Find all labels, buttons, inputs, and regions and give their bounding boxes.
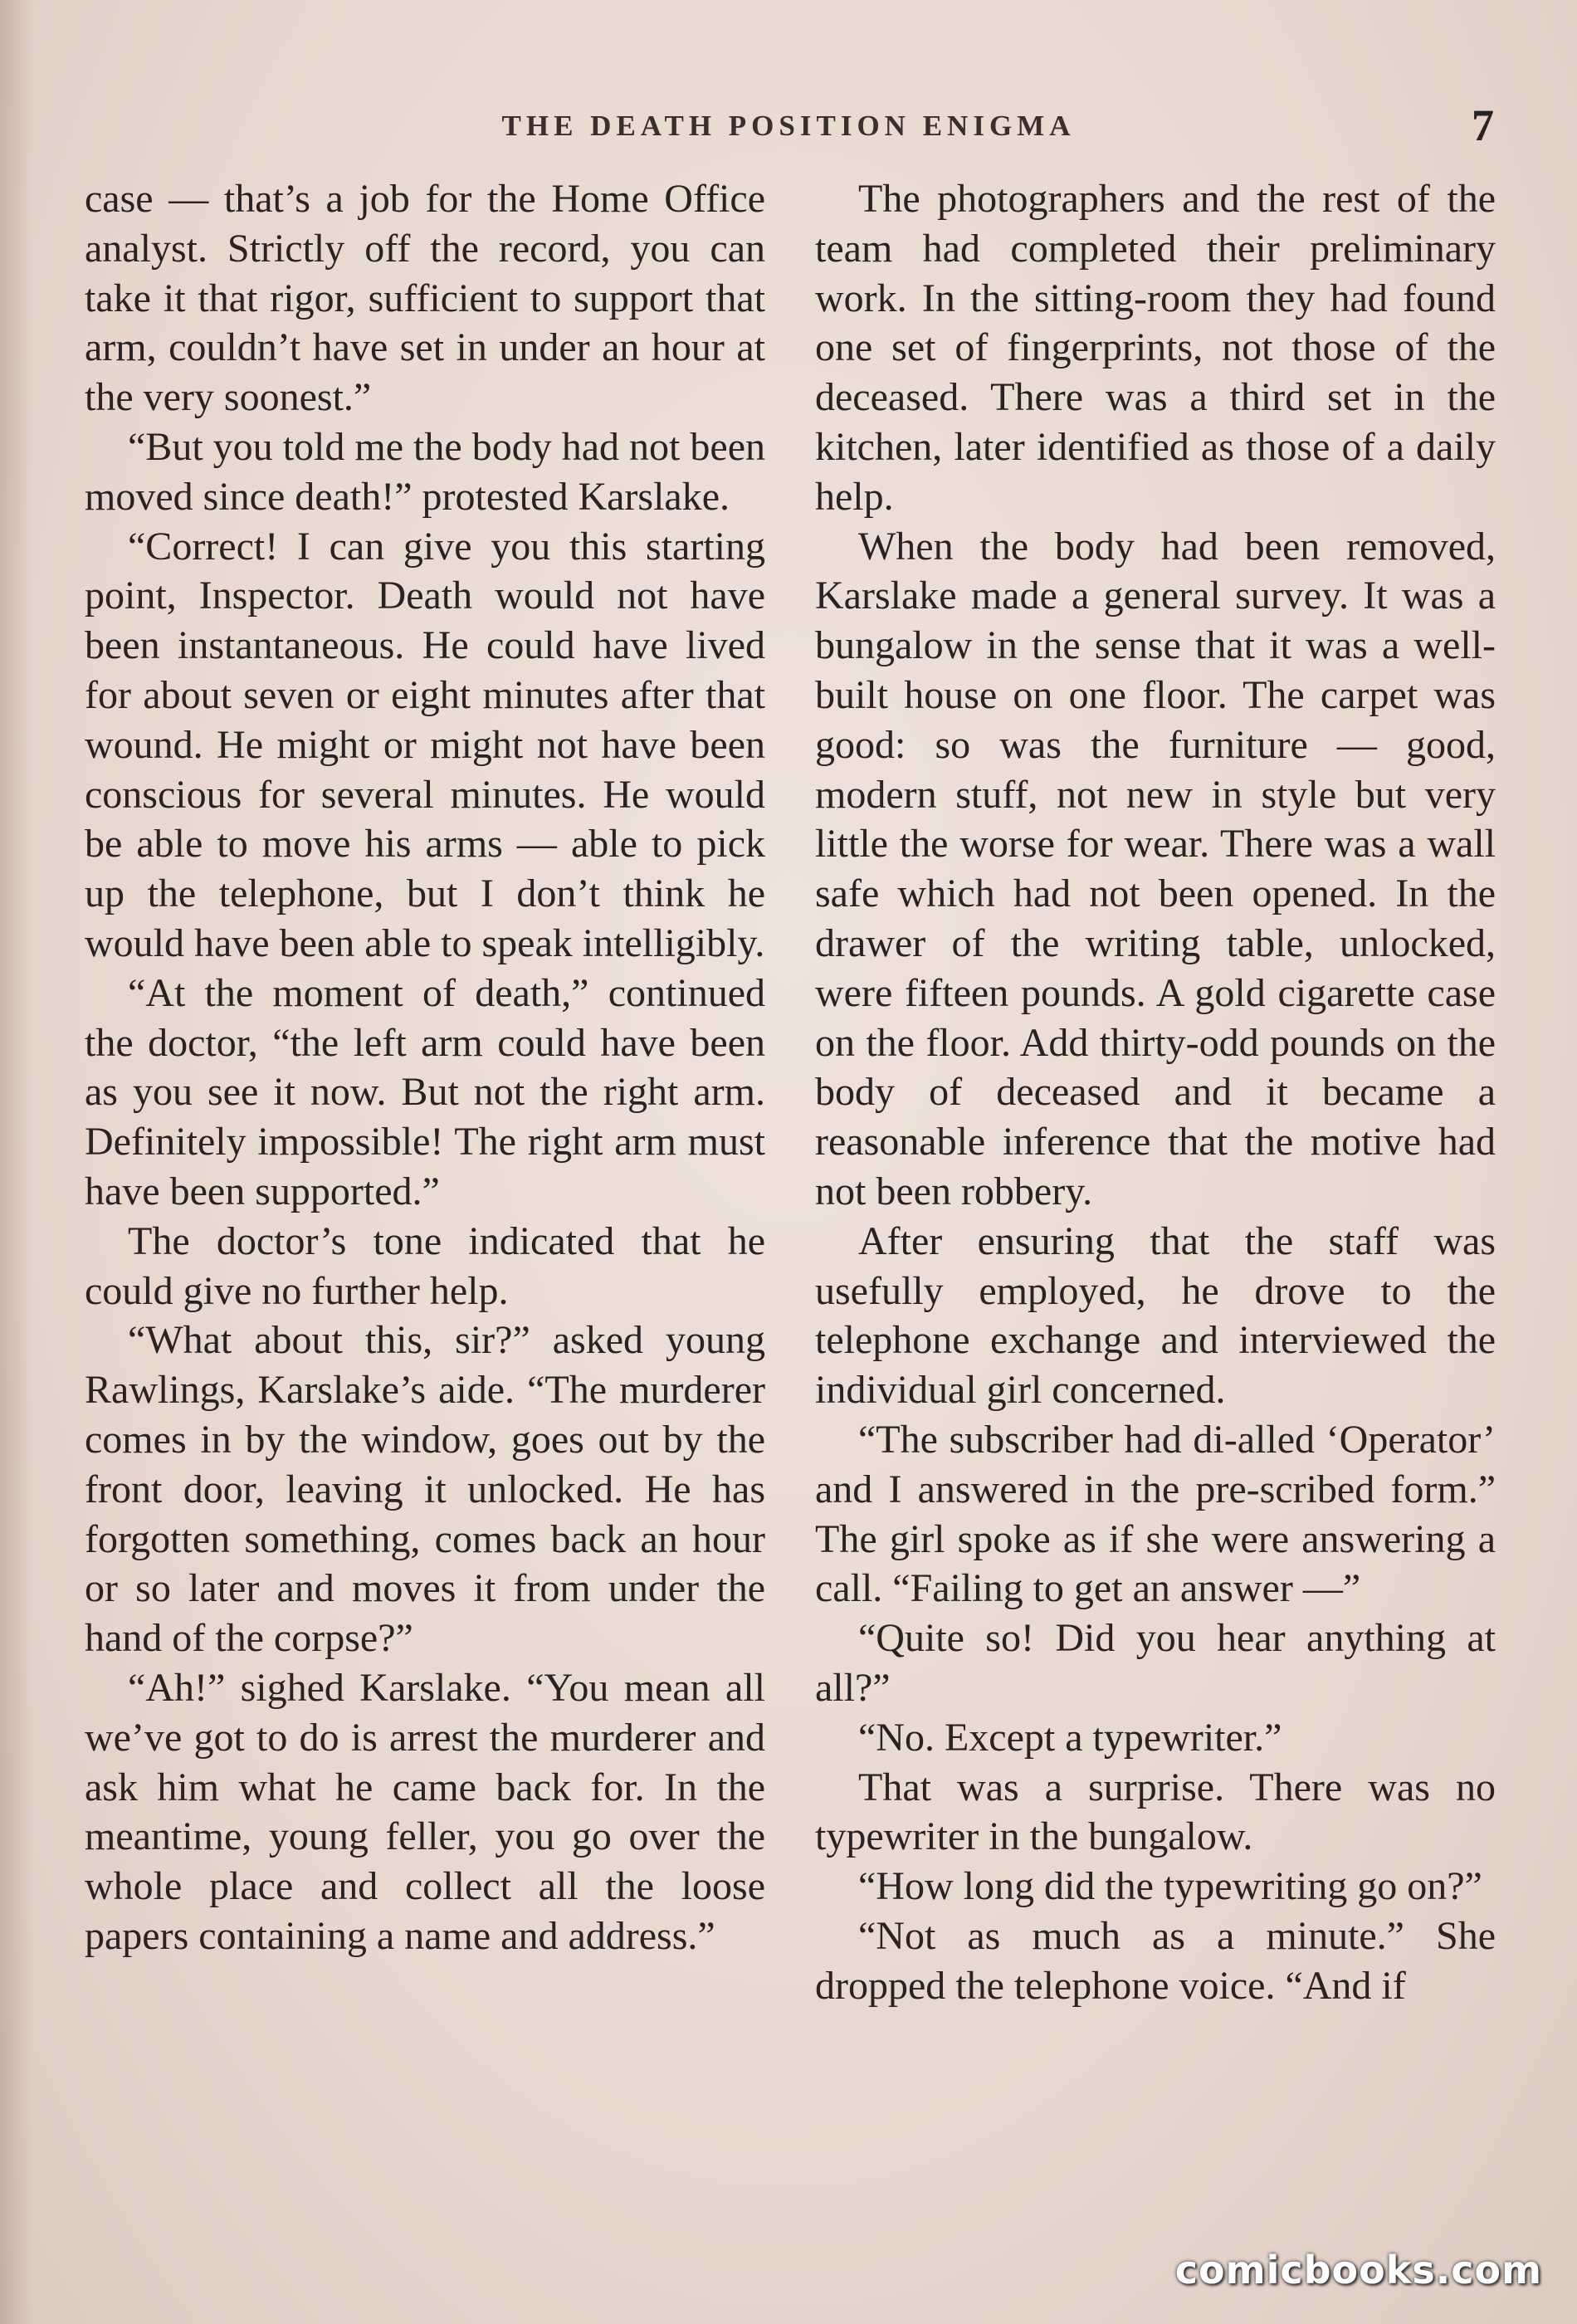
paragraph: “How long did the typewriting go on?”: [858, 1864, 1482, 1909]
paragraph: The doctor’s tone indicated that he could give no further help.: [85, 1218, 765, 1313]
paragraph: “Correct! I can give you this starting point, Inspector. Death would not have been instantaneous. He could have lived for about seven or eight minutes after that wound. He might or might not have been conscious for several minutes. He would be able to move his arms — able to pick up the telephone, but I don’t think he would have been able to speak intelligibly.: [85, 524, 765, 965]
paragraph: “What about this, sir?” asked young Rawlings, Karslake’s aide. “The murderer comes in by the window, goes out by the front door, leaving it unlocked. He has forgotten something, comes back an hour or so later and moves it from under the hand of the corpse?”: [85, 1318, 765, 1661]
right-column: [815, 174, 1496, 2010]
paragraph: When the body had been removed, Karslake made a general survey. It was a bungalow in the sense that it was a well-built house on one floor. The carpet was good: so was the furniture — good, modern stuff, not new in style but very little the worse for wear. There was a wall safe which had not been opened. In the drawer of the writing table, unlocked, were fifteen pounds. A gold cigarette case on the floor. Add thirty-odd pounds on the body of deceased and it became a reasonable inference that the motive had not been robbery.: [815, 524, 1496, 1213]
paragraph: That was a surprise. There was no typewriter in the bungalow.: [815, 1765, 1496, 1859]
paragraph: “Quite so! Did you hear anything at all?”: [815, 1616, 1496, 1710]
left-column: [85, 174, 765, 1961]
watermark-text: comicbooks.com: [1174, 2248, 1542, 2292]
running-title: THE DEATH POSITION ENIGMA: [501, 110, 1076, 142]
paragraph: The photographers and the rest of the team had completed their preliminary work. In the sitting-room they had found one set of fingerprints, not those of the deceased. There was a third set in the kitchen, later identified as those of a daily help.: [815, 177, 1496, 519]
paragraph: “The subscriber had di-alled ‘Operator’ and I answered in the pre-scribed form.” The girl spoke as if she were answering a call. “Failing to get an answer —”: [815, 1417, 1496, 1611]
paragraph: “No. Except a typewriter.”: [858, 1715, 1282, 1760]
paragraph: case — that’s a job for the Home Office analyst. Strictly off the record, you can take it that rigor, sufficient to support that arm, couldn’t have set in under an hour at the very soonest.”: [85, 177, 765, 420]
paragraph: After ensuring that the staff was usefully employed, he drove to the telephone exchange and interviewed the individual girl concerned.: [815, 1218, 1496, 1413]
page-header: [83, 100, 1494, 159]
paragraph: “Ah!” sighed Karslake. “You mean all we’ve got to do is arrest the murderer and ask him what he came back for. In the meantime, young feller, you go over the whole place and collect all the loose papers containing a name and address.”: [85, 1665, 765, 1958]
page-gutter-shadow: [0, 0, 33, 2324]
page-number: 7: [1472, 100, 1494, 150]
paragraph: “But you told me the body had not been moved since death!” protested Karslake.: [85, 424, 765, 519]
paragraph: “Not as much as a minute.” She dropped the telephone voice. “And if: [815, 1913, 1496, 2008]
paragraph: “At the moment of death,” continued the doctor, “the left arm could have been as you see it now. But not the right arm. Definitely impossible! The right arm must have been supported.”: [85, 970, 765, 1213]
